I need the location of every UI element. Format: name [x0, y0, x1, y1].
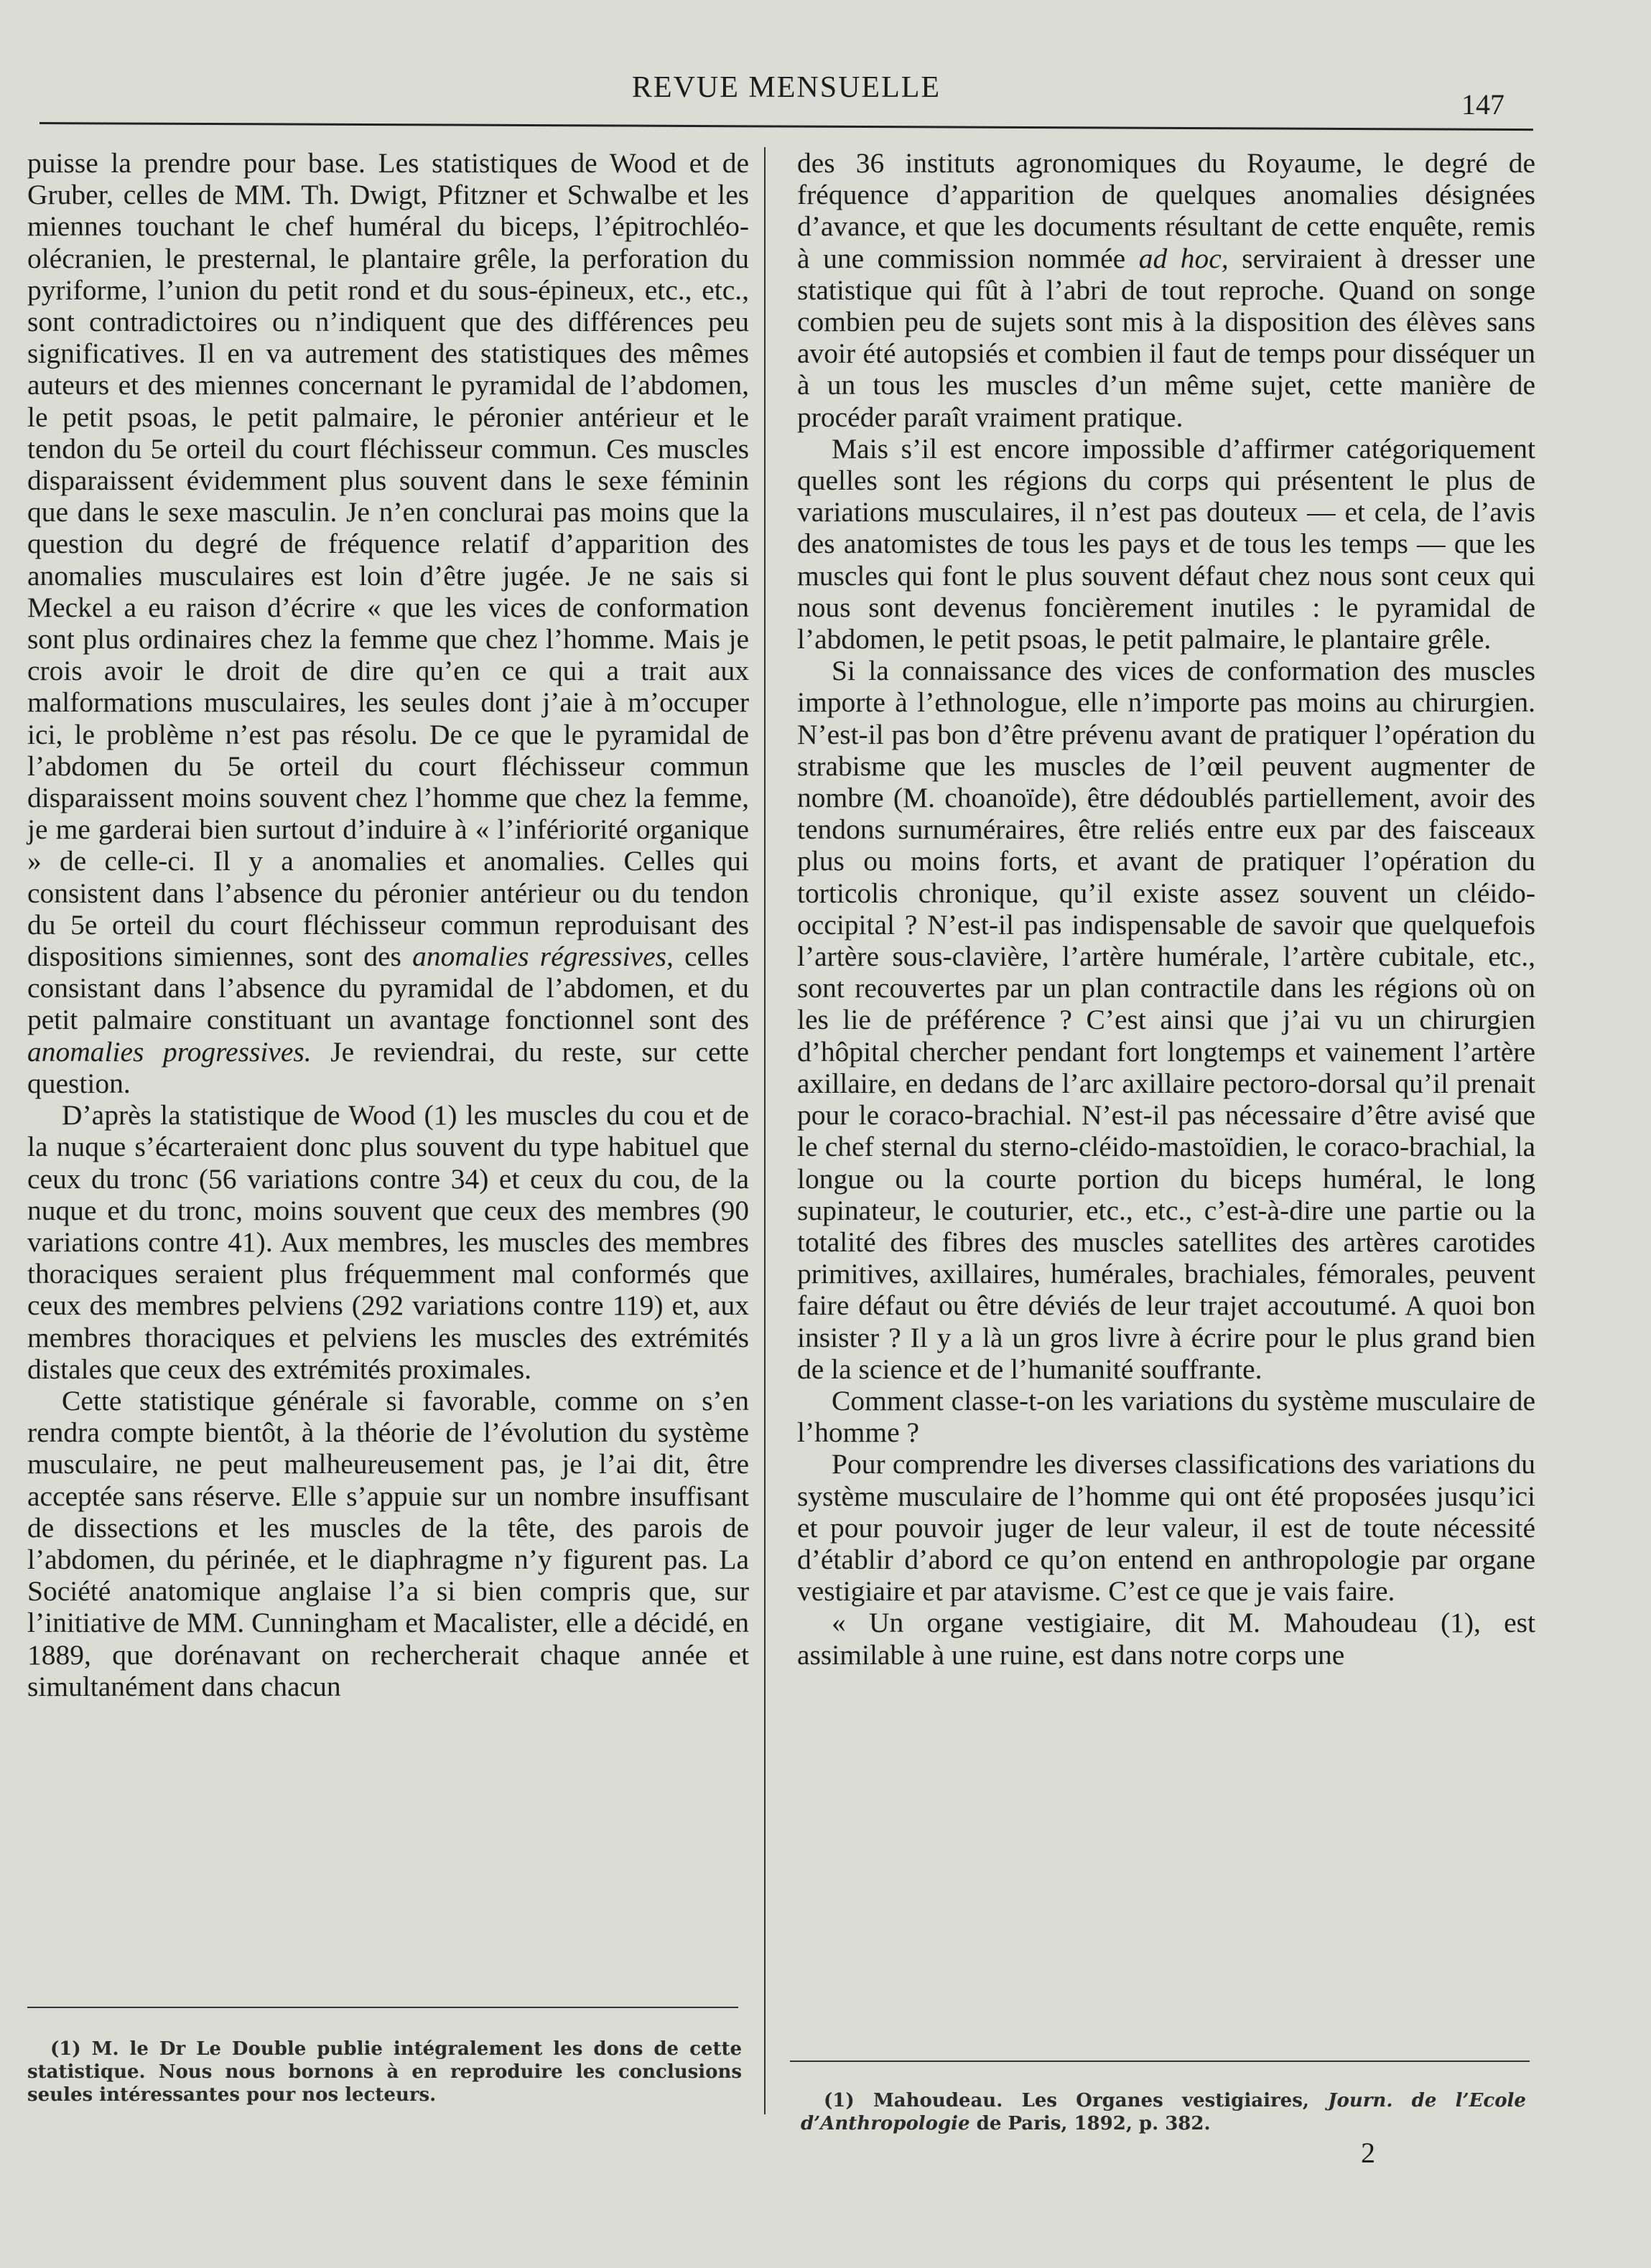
right-footnote-end: de Paris, 1892, p. 382. — [976, 2113, 1211, 2134]
right-paragraph-3: Si la connaissance des vices de conformation des muscles importe à l’ethnologue, elle n’importe pas moins au chirurgien. N’est-il pas bon d’être prévenu avant de pratiquer l’opération du strabisme que les muscles de l’œil peuvent augmenter de nombre (M. choanoïde), être dédoublés partiellement, avoir des tendons surnuméraires, être reliés entre eux par des faisceaux plus ou moins forts, et avant de pratiquer l’opération du torticolis chronique, qu’il existe assez souvent un cléido-occipital ? N’est-il pas indispensable de savoir que quelquefois l’artère sous-clavière, l’artère humérale, l’artère cubitale, etc., sont recouvertes par un plan contractile dans les régions où on les lie de préférence ? C’est ainsi que j’ai vu un chirurgien d’hôpital chercher pendant fort longtemps et vainement l’artère axillaire, en dedans de l’arc axillaire pectoro-dorsal qu’il prenait pour le coraco-brachial. N’est-il pas nécessaire d’être avisé que le chef sternal du sterno-cléido-mastoïdien, le coraco-brachial, la longue ou la courte portion du biceps huméral, le long supinateur, le couturier, etc., etc., c’est-à-dire une partie ou la totalité des fibres des muscles satellites des artères carotides primitives, axillaires, humérales, brachiales, fémorales, peuvent faire défaut ou être déviés de leur trajet accoutumé. A quoi bon insister ? Il y a là un gros livre à écrire pour le plus grand bien de la science et de l’humanité souffrante. — [797, 655, 1535, 1385]
left-p1-end: Je reviendrai, du reste, sur cette question. — [27, 1035, 749, 1099]
right-paragraph-2: Mais s’il est encore impossible d’affirmer catégoriquement quelles sont les régions du corps qui présentent le plus de variations musculaires, il n’est pas douteux — et cela, de l’avis des anatomistes de tous les pays et de tous les temps — que les muscles qui font le plus souvent défaut chez nous sont ceux qui nous sont devenus foncièrement inutiles : le pyramidal de l’abdomen, le petit psoas, le petit palmaire, le plantaire grêle. — [797, 432, 1535, 655]
right-paragraph-1 — [797, 147, 1535, 433]
header-rule — [39, 122, 1533, 131]
right-p1-start: des 36 instituts agronomiques du Royaume, le degré de fréquence d’apparition de quelques anomalies désignées d’avance, et que les documents résultant de cette enquête, remis à une commission nommée — [797, 147, 1535, 274]
right-paragraph-5: Pour comprendre les diverses classifications des variations du système musculaire de l’homme qui ont été proposées jusqu’ici et pour pouvoir juger de leur valeur, il est de toute nécessité d’établir d’abord ce qu’on entend en anthropologie par organe vestigiaire et par atavisme. C’est ce que je vais faire. — [797, 1448, 1535, 1607]
right-footnote — [801, 2089, 1526, 2135]
signature-mark: 2 — [1361, 2137, 1375, 2169]
right-footnote-italic: Journ. de l’Ecole d’Anthropologie — [801, 2090, 1526, 2134]
right-paragraph-6: « Un organe vestigiaire, dit M. Mahoudeau (1), est assimilable à une ruine, est dans notre corps une — [797, 1607, 1535, 1671]
left-paragraph-2: D’après la statistique de Wood (1) les muscles du cou et de la nuque s’écarteraient donc plus souvent du type habituel que ceux du tronc (56 variations contre 34) et ceux du cou, de la nuque et du tronc, moins souvent que ceux des membres (90 variations contre 41). Aux membres, les muscles des membres thoraciques seraient plus fréquemment mal conformés que ceux des membres pelviens (292 variations contre 119) et, aux membres thoraciques et pelviens les muscles des extrémités distales que ceux des extrémités proximales. — [27, 1099, 749, 1385]
left-p1-italic-progressive: anomalies progressives. — [27, 1035, 312, 1068]
right-p1-italic: ad hoc, — [1138, 242, 1229, 274]
right-p1-end: serviraient à dresser une statistique qui fût à l’abri de tout reproche. Quand on songe combien peu de sujets sont mis à la disposition des élèves sans avoir été autopsiés et combien il faut de temps pour disséquer un à un tous les muscles d’un même sujet, cette manière de procéder paraît vraiment pratique. — [797, 242, 1536, 433]
right-column — [797, 147, 1535, 1671]
column-divider — [764, 147, 766, 2114]
running-title: REVUE MENSUELLE — [631, 71, 941, 104]
left-paragraph-1 — [27, 147, 749, 1099]
left-p1-mid: celles consistant dans l’absence du pyramidal de l’abdomen, et du petit palmaire constituant un avantage fonctionnel sont des — [27, 941, 750, 1036]
left-p1-italic-regressive: anomalies régressives, — [412, 941, 674, 973]
left-p1-text: puisse la prendre pour base. Les statistiques de Wood et de Gruber, celles de MM. Th. Dwigt, Pfitzner et Schwalbe et les miennes touchant le chef huméral du biceps, l’épitrochléo-olécranien, le presternal, le plantaire grêle, la perforation du pyriforme, l’union du petit rond et du sous-épineux, etc., etc., sont contradictoires ou n’indiquent que des différences peu significatives. Il en va autrement des statistiques des mêmes auteurs et des miennes concernant le pyramidal de l’abdomen, le petit psoas, le petit palmaire, le péronier antérieur et le tendon du 5e orteil du court fléchisseur commun. Ces muscles disparaissent évidemment plus souvent dans le sexe féminin que dans le sexe masculin. Je n’en conclurai pas moins que la question du degré de fréquence relatif d’apparition des anomalies musculaires est loin d’être jugée. Je ne sais si Meckel a eu raison d’écrire « que les vices de conformation sont plus ordinaires chez la femme que chez l’homme. Mais je crois avoir le droit de dire qu’en ce qui a trait aux malformations musculaires, les seules dont j’aie à m’occuper ici, le problème n’est pas résolu. De ce que le pyramidal de l’abdomen du 5e orteil du court fléchisseur commun disparaissent moins souvent chez l’homme que chez la femme, je me garderai bien surtout d’induire à « l’infériorité organique » de celle-ci. Il y a anomalies et anomalies. Celles qui consistent dans l’absence du péronier antérieur ou du tendon du 5e orteil du court fléchisseur commun reproduisant des dispositions simiennes, sont des — [27, 147, 749, 973]
right-paragraph-4: Comment classe-t-on les variations du système musculaire de l’homme ? — [797, 1384, 1535, 1449]
left-footnote: (1) M. le Dr Le Double publie intégralement les dons de cette statistique. Nous nous bornons à en reproduire les conclusions seules intéressantes pour nos lecteurs. — [27, 2038, 742, 2106]
page-number: 147 — [1461, 88, 1504, 121]
right-footnote-start: (1) Mahoudeau. Les Organes vestigiaires, — [824, 2090, 1309, 2111]
left-paragraph-3: Cette statistique générale si favorable, comme on s’en rendra compte bientôt, à la théorie de l’évolution du système musculaire, ne peut malheureusement pas, je l’ai dit, être acceptée sans réserve. Elle s’appuie sur un nombre insuffisant de dissections et les muscles de la tête, des parois de l’abdomen, du périnée, et le diaphragme n’y figurent pas. La Société anatomique anglaise l’a si bien compris que, sur l’initiative de MM. Cunningham et Macalister, elle a décidé, en 1889, que dorénavant on rechercherait chaque année et simultanément dans chacun — [27, 1384, 749, 1702]
left-footnote-rule — [27, 2007, 738, 2008]
left-column — [27, 147, 749, 1702]
right-footnote-rule — [790, 2061, 1530, 2062]
